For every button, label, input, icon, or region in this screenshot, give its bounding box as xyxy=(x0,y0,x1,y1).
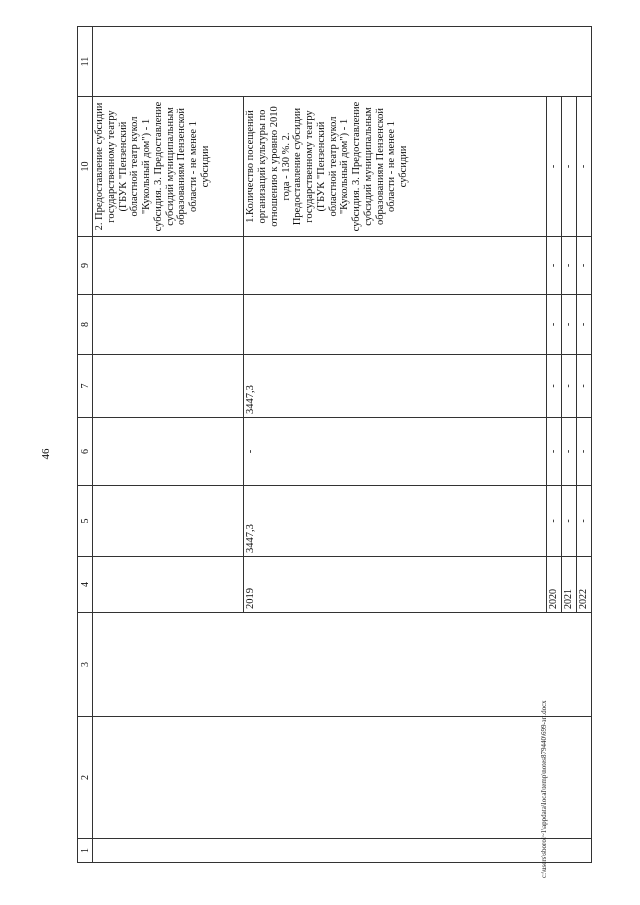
table-row: 2021 - - - - - - xyxy=(561,27,576,863)
cell-col5: 3447,3 xyxy=(244,486,546,557)
table-row xyxy=(93,27,244,863)
rotated-table-wrapper xyxy=(77,27,592,863)
col-header-1: 1 xyxy=(78,839,93,863)
page-number: 46 xyxy=(40,448,52,460)
cell-col6: - xyxy=(244,418,546,486)
cell-year-2019: 2019 xyxy=(244,557,546,613)
col-header-6: 6 xyxy=(78,418,93,486)
cell-col7: 3447,3 xyxy=(244,355,546,418)
program-table xyxy=(77,26,592,863)
table-row: 2022 - - - - - - xyxy=(576,27,591,863)
col-header-3: 3 xyxy=(78,613,93,717)
col-header-9: 9 xyxy=(78,237,93,295)
cell-col3 xyxy=(93,613,592,717)
cell-col2 xyxy=(93,717,592,839)
cell-col10-row1: 2. Предоставление субсидии государственному театру (ГБУК "Пензенский областной театр кукол "Кукольный дом") - 1 субсидия. 3. Предоставление субсидий муниципальным образованиям Пензенской области - не менее 1 субсидии xyxy=(93,97,244,237)
col-header-11: 11 xyxy=(78,27,93,97)
footer-file-path: c:\users\sborol~1\appdata\local\temp\notes879440\699-зп.docx xyxy=(540,700,548,878)
col-header-7: 7 xyxy=(78,355,93,418)
cell-col1 xyxy=(93,839,592,863)
col-header-4: 4 xyxy=(78,557,93,613)
col-header-8: 8 xyxy=(78,295,93,355)
cell-col10-row2: 1.Количество посещений организаций культуры по отношению к уровню 2010 года - 130 %. 2. Предоставление субсидии государственному театру (ГБУК "Пензенский областной театр кукол "Кукольный дом") - 1 субсидия. 3. Предоставление субсидий муниципальным образованиям Пензенской области - не менее 1 субсидии xyxy=(244,97,546,237)
cell-col11 xyxy=(93,27,592,97)
col-header-10: 10 xyxy=(78,97,93,237)
col-header-2: 2 xyxy=(78,717,93,839)
table-row: 2020 - - - - - - xyxy=(546,27,561,863)
col-header-5: 5 xyxy=(78,486,93,557)
header-row xyxy=(78,27,93,863)
